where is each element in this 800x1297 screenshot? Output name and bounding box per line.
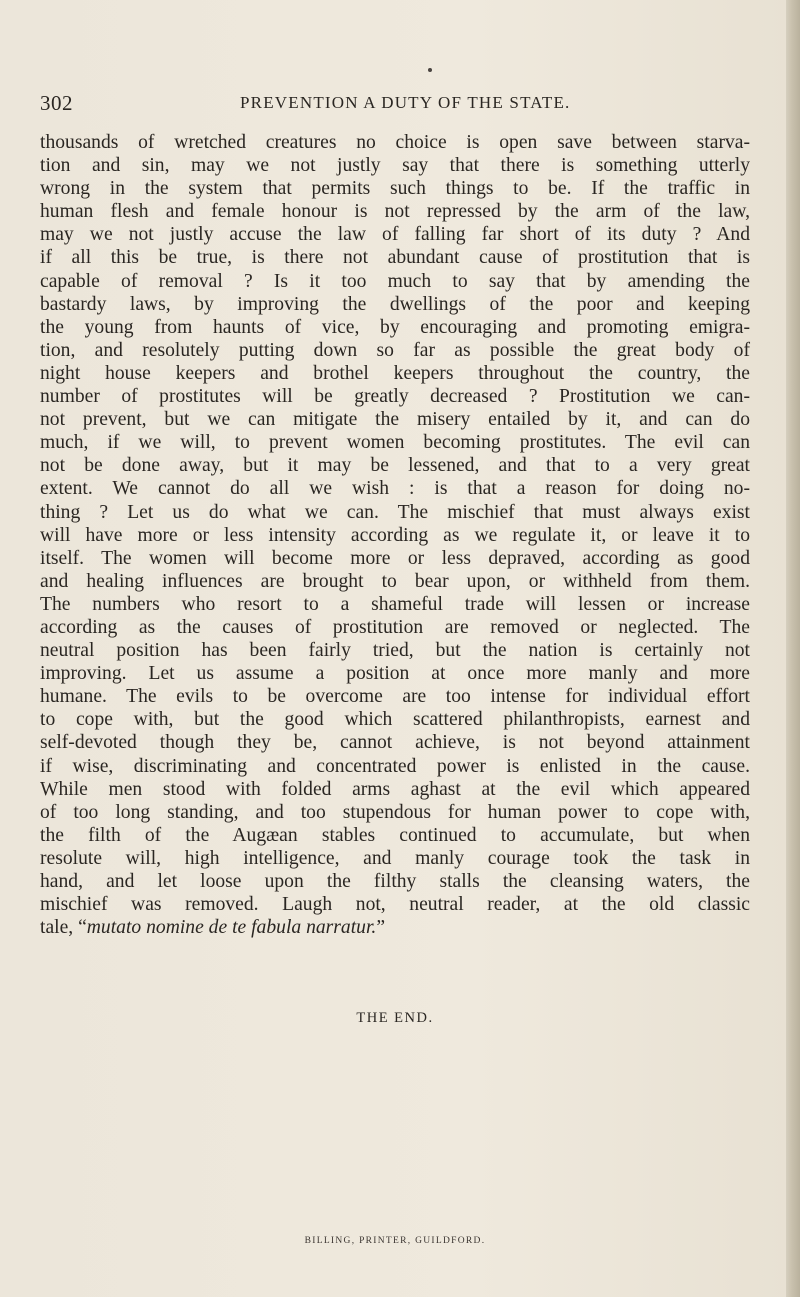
latin-quotation: mutato nomine de te fabula narratur. [86, 917, 377, 939]
text-line: self-devoted though they be, cannot achieve, is not beyond attainment [40, 732, 750, 754]
text-line: and healing influences are brought to bear upon, or withheld from them. [40, 570, 750, 592]
text-line: night house keepers and brothel keepers throughout the country, the [40, 362, 750, 384]
text-line: the young from haunts of vice, by encouraging and promoting emigra- [40, 316, 750, 338]
text-line: humane. The evils to be overcome are too intense for individual effort [40, 686, 750, 708]
text-line: mischief was removed. Laugh not, neutral reader, at the old classic [40, 894, 750, 916]
text-line: hand, and let loose upon the filthy stalls the cleansing waters, the [40, 871, 750, 892]
text-line: much, if we will, to prevent women becoming prostitutes. The evil can [40, 432, 750, 454]
text-line: The numbers who resort to a shameful trade will lessen or increase [40, 593, 750, 615]
ink-spot [428, 68, 432, 72]
final-line-suffix: ” [376, 917, 386, 939]
text-line: to cope with, but the good which scattered philanthropists, earnest and [40, 709, 750, 731]
text-line: bastardy laws, by improving the dwellings of the poor and keeping [40, 293, 750, 315]
text-line-final [40, 916, 750, 939]
page-edge [786, 0, 800, 1297]
text-line: wrong in the system that permits such things to be. If the traffic in [40, 178, 750, 200]
text-line: number of prostitutes will be greatly decreased ? Prostitution we can- [40, 386, 750, 408]
text-line: itself. The women will become more or less depraved, according as good [40, 547, 750, 569]
text-line: of too long standing, and too stupendous for human power to cope with, [40, 801, 750, 823]
text-line: tion, and resolutely putting down so far as possible the great body of [40, 339, 750, 361]
the-end-heading: THE END. [356, 1010, 434, 1026]
body-text [40, 131, 750, 939]
text-line: not be done away, but it may be lessened, and that to a very great [40, 455, 750, 477]
text-line: the filth of the Augæan stables continued to accumulate, but when [40, 824, 750, 846]
text-line: extent. We cannot do all we wish : is that a reason for doing no- [40, 478, 750, 500]
printer-imprint: BILLING, PRINTER, GUILDFORD. [304, 1236, 486, 1246]
running-head: PREVENTION A DUTY OF THE STATE. [240, 93, 571, 112]
text-line: will have more or less intensity according as we regulate it, or leave it to [40, 524, 750, 546]
text-line: thousands of wretched creatures no choice is open save between starva- [40, 132, 750, 153]
text-line: While men stood with folded arms aghast at the evil which appeared [40, 778, 750, 800]
text-line: improving. Let us assume a position at once more manly and more [40, 663, 750, 685]
text-line: resolute will, high intelligence, and manly courage took the task in [40, 847, 750, 869]
text-line: capable of removal ? Is it too much to say that by amending the [40, 270, 750, 292]
text-line: if wise, discriminating and concentrated power is enlisted in the cause. [40, 755, 750, 777]
final-line-prefix: tale, “ [40, 917, 87, 939]
text-line: thing ? Let us do what we can. The mischief that must always exist [40, 501, 750, 523]
text-line: tion and sin, may we not justly say that there is something utterly [40, 155, 750, 177]
text-line: not prevent, but we can mitigate the misery entailed by it, and can do [40, 409, 750, 431]
text-line: human flesh and female honour is not repressed by the arm of the law, [40, 201, 750, 223]
page-header [40, 91, 750, 117]
text-line: may we not justly accuse the law of falling far short of its duty ? And [40, 224, 750, 246]
text-line: neutral position has been fairly tried, but the nation is certainly not [40, 640, 750, 662]
text-line: if all this be true, is there not abundant cause of prostitution that is [40, 247, 750, 269]
text-line: according as the causes of prostitution are removed or neglected. The [40, 616, 750, 638]
page-number: 302 [40, 91, 73, 115]
